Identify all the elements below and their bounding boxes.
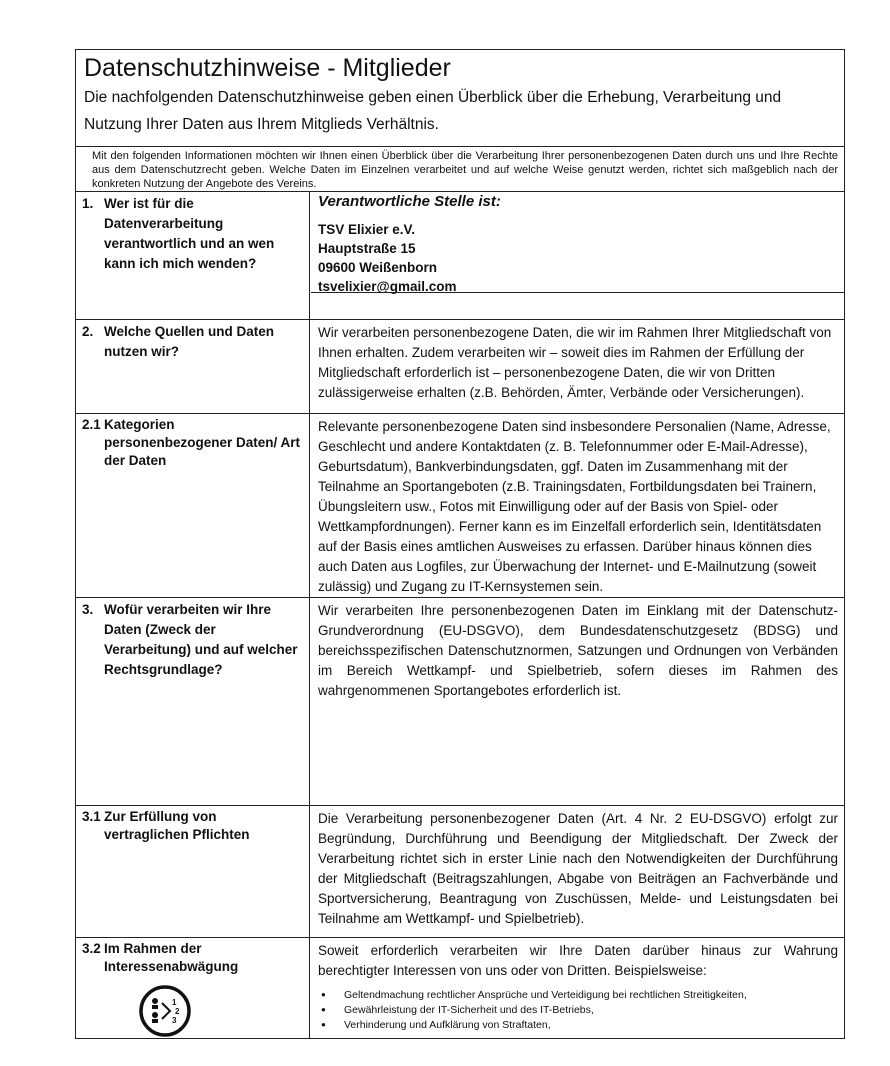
- section-2-label: [82, 322, 304, 362]
- section-2-row: [76, 320, 844, 414]
- document-header: [76, 50, 844, 147]
- svg-text:2: 2: [175, 1007, 180, 1016]
- street-address: Hauptstraße 15: [318, 241, 416, 256]
- privacy-notice-document: [75, 49, 845, 1039]
- section-number: 3.1: [82, 809, 101, 824]
- section-3-2-content-cell: [311, 938, 844, 1038]
- section-3-2-text: Soweit erforderlich verarbeiten wir Ihre Daten darüber hinaus zur Wahrung berechtigter Interessen von uns oder von Dritten. Beispielsweise:: [318, 943, 838, 978]
- section-3-1-content-cell: [311, 806, 844, 937]
- content-divider: [311, 292, 844, 293]
- list-item: ● Verhinderung und Aufklärung von Straftaten,: [318, 1018, 838, 1032]
- contact-email: tsvelixier@gmail.com: [318, 279, 457, 294]
- section-number: 2.: [82, 324, 94, 339]
- section-3-row: [76, 598, 844, 806]
- section-3-label-cell: [76, 598, 310, 805]
- intro-text: Mit den folgenden Informationen möchten wir Ihnen einen Überblick über die Verarbeitung Ihrer personenbezogenen Daten durch uns und Ihre Rechte aus dem Datenschutzrecht geben. Welche Daten im Einzelnen verarbeitet und auf welche Weise genutzt werden, richtet sich maßgeblich nach der konkreten Nutzung der Angebote des Vereins.: [92, 150, 838, 190]
- section-number: 3.: [82, 602, 94, 617]
- section-3-2-label: [82, 940, 304, 976]
- section-2-1-label: [82, 416, 304, 470]
- section-3-text: Wir verarbeiten Ihre personenbezogenen Daten im Einklang mit der Datenschutz-Grundverordnung (EU-DSGVO), dem Bundesdatenschutzgesetz (BDSG) und bereichsspezifischen Datenschutznormen, Satzungen und Ordnungen von Verbänden im Bereich Wettkampf- und Spielbetrieb, sofern dieses im Rahmen des wahrgenommenen Sportangebotes erforderlich ist.: [318, 603, 838, 698]
- section-3-2-label-cell: [76, 938, 310, 1038]
- section-2-label-cell: [76, 320, 310, 413]
- list-item: ● Geltendmachung rechtlicher Ansprüche und Verteidigung bei rechtlichen Streitigkeiten,: [318, 988, 838, 1002]
- section-title: Im Rahmen der Interessenabwägung: [104, 941, 239, 974]
- section-2-1-text: Relevante personenbezogene Daten sind insbesondere Personalien (Name, Adresse, Geschlecht und andere Kontaktdaten (z. B. Telefonnummer oder E-Mail-Adresse), Geburtsdatum), Bankverbindungsdaten, ggf. Daten im Zusammenhang mit der Teilnahme an Sportangeboten (z.B. Trainingsdaten, Fortbildungsdaten bei Trainern, Übungsleitern usw., Fotos mit Einwilligung oder auf der Basis von Spiel- oder Wettkampfordnungen). Ferner kann es im Einzelfall erforderlich sein, Identitätsdaten auf der Basis eines amtlichen Ausweises zu erfassen. Darüber hinaus können dies auch Daten aus Logfiles, zur Überwachung der Internet- und E-Mailnutzung (soweit zulässig) und Zugang zu IT-Kernsystemen sein.: [318, 419, 831, 594]
- svg-text:3: 3: [172, 1016, 177, 1025]
- page-subtitle: Die nachfolgenden Datenschutzhinweise geben einen Überblick über die Erhebung, Verarbeitung und Nutzung Ihrer Daten aus Ihrem Mitglieds Verhältnis.: [84, 89, 782, 133]
- section-2-content-cell: [311, 320, 844, 413]
- svg-text:1: 1: [172, 998, 177, 1007]
- section-title: Kategorien personenbezogener Daten/ Art der Daten: [104, 417, 301, 468]
- interest-examples-list: [318, 988, 838, 1033]
- section-3-2-row: [76, 938, 844, 1038]
- section-1-row: [76, 192, 844, 320]
- list-item: ● Gewährleistung der IT-Sicherheit und des IT-Betriebs,: [318, 1003, 838, 1017]
- organization-name: TSV Elixier e.V.: [318, 222, 416, 237]
- section-title: Wofür verarbeiten wir Ihre Daten (Zweck der Verarbeitung) und auf welcher Rechtsgrundlage?: [104, 602, 298, 677]
- section-3-1-row: [76, 806, 844, 938]
- section-1-content-cell: [311, 192, 844, 319]
- section-3-1-label: [82, 808, 304, 844]
- section-title: Welche Quellen und Daten nutzen wir?: [104, 324, 275, 359]
- section-3-label: [82, 600, 304, 680]
- section-3-1-text: Die Verarbeitung personenbezogener Daten (Art. 4 Nr. 2 EU-DSGVO) erfolgt zur Begründung, Durchführung und Beendigung der Mitgliedschaft. Der Zweck der Verarbeitung richtet sich in erster Linie nach den Notwendigkeiten der Durchführung der Mitgliedschaft (Beitragszahlungen, Abgabe von Beiträgen an Fachverbände und Sportversicherung, Beantragung von Zuschüssen, Melde- und Leistungsdaten bei Teilnahme am Wettkampf- und Spielbetrieb).: [318, 811, 838, 926]
- section-2-1-content-cell: [311, 414, 844, 597]
- page-title: Datenschutzhinweise - Mitglieder: [84, 54, 451, 82]
- section-number: 2.1: [82, 417, 101, 432]
- balance-scale-icon: [138, 984, 192, 1038]
- responsible-party-address: [318, 220, 456, 296]
- section-1-label: [82, 194, 304, 274]
- section-title: Zur Erfüllung von vertraglichen Pflichten: [104, 809, 250, 842]
- intro-section: [76, 147, 844, 192]
- section-2-text: Wir verarbeiten personenbezogene Daten, die wir im Rahmen Ihrer Mitgliedschaft von Ihnen erhalten. Zudem verarbeiten wir – soweit dies im Rahmen der Erfüllung der Mitgliedschaft erforderlich ist – personenbezogene Daten, die wir von Dritten zulässigerweise erhalten (z.B. Behörden, Ämter, Verbände oder Versicherungen).: [318, 325, 832, 400]
- responsible-party-heading: Verantwortliche Stelle ist:: [318, 193, 501, 210]
- postal-city: 09600 Weißenborn: [318, 260, 438, 275]
- section-3-1-label-cell: [76, 806, 310, 937]
- section-number: 3.2: [82, 941, 101, 956]
- section-2-1-label-cell: [76, 414, 310, 597]
- section-title: Wer ist für die Datenverarbeitung verantwortlich und an wen kann ich mich wenden?: [104, 196, 275, 271]
- section-1-label-cell: [76, 192, 310, 319]
- section-3-content-cell: [311, 598, 844, 805]
- section-number: 1.: [82, 196, 94, 211]
- section-2-1-row: [76, 414, 844, 598]
